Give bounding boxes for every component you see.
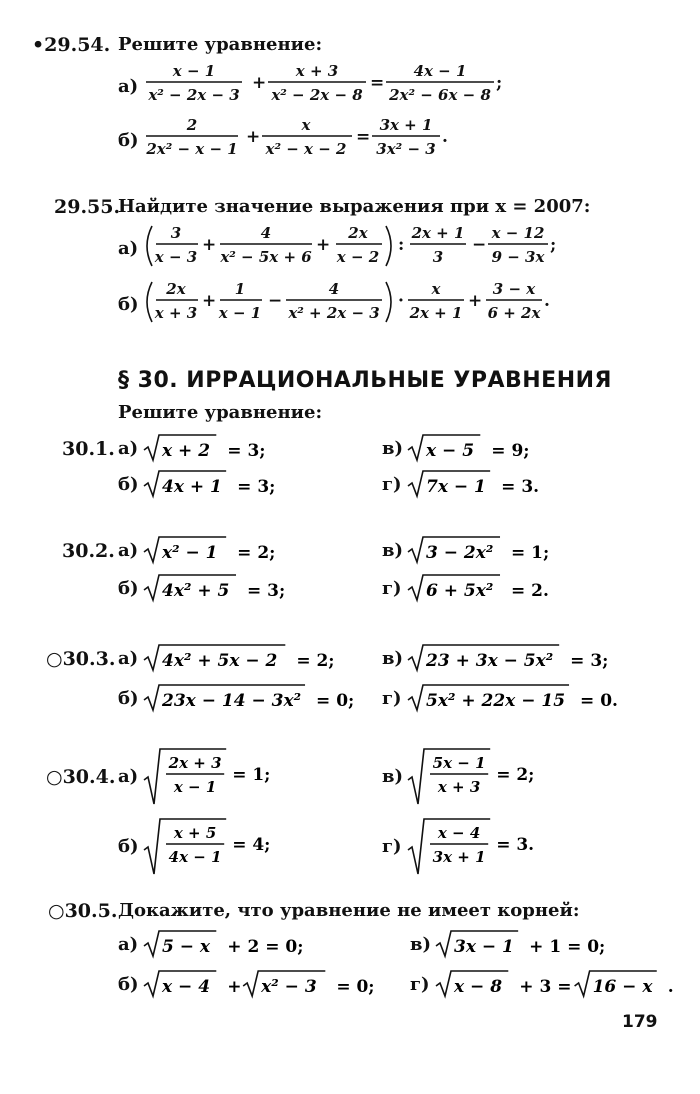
- item-label: г): [382, 688, 402, 709]
- fraction-numerator: x: [301, 116, 311, 134]
- item-label: г): [382, 578, 402, 599]
- fraction-denominator: 2x + 1: [409, 304, 463, 322]
- fraction-denominator: 2x² − x − 1: [146, 140, 238, 158]
- svg-text:+: +: [316, 235, 331, 255]
- section-intro: Решите уравнение:: [118, 402, 323, 423]
- radical-equation: [406, 432, 541, 464]
- equation-rest: = 2;: [237, 543, 276, 563]
- fraction-numerator: 3: [170, 224, 182, 242]
- problem-number-29-54: •29.54.: [32, 34, 111, 56]
- fraction-numerator: 1: [234, 280, 246, 298]
- radical-equation: [142, 432, 277, 464]
- section-heading: § 30. ИРРАЦИОНАЛЬНЫЕ УРАВНЕНИЯ: [118, 368, 612, 393]
- equation-rest: = 1;: [232, 765, 271, 785]
- item-label: а): [118, 438, 139, 459]
- equation-rest: + 2 = 0;: [227, 937, 304, 957]
- fraction-denominator: x + 3: [154, 304, 198, 322]
- fraction-numerator: 2x: [166, 280, 186, 298]
- svg-text:+: +: [202, 235, 217, 255]
- fraction-numerator: x: [431, 280, 441, 298]
- fraction-denominator: 3x + 1: [432, 848, 486, 866]
- item-label: в): [410, 934, 432, 955]
- item-label: б): [118, 688, 139, 709]
- fraction-numerator: 2x + 1: [411, 224, 465, 242]
- radicand: x + 2: [162, 441, 211, 461]
- equation-rest: = 0.: [580, 691, 618, 711]
- problem-number-303: ○30.3.: [46, 648, 116, 670]
- radicand: 23 + 3x − 5x²: [426, 651, 554, 671]
- item-label: в): [382, 438, 404, 459]
- expression-29-55-a: [142, 220, 562, 272]
- radical-fraction-equation: [142, 816, 302, 878]
- item-label: в): [382, 540, 404, 561]
- equation-rest: = 3.: [501, 477, 540, 497]
- radical-equation: [406, 642, 620, 674]
- problem-prompt-29-55: Найдите значение выражения при x = 2007:: [118, 196, 591, 217]
- equation-rest: = 4;: [232, 835, 271, 855]
- fraction-denominator: 3: [432, 248, 444, 266]
- fraction-denominator: 9 − 3x: [491, 248, 545, 266]
- radicand: 16 − x: [592, 977, 653, 997]
- radicand: 4x + 1: [162, 477, 222, 497]
- radicand: x − 5: [426, 441, 475, 461]
- fraction-numerator: x + 3: [295, 62, 339, 80]
- equation-rest: + 1 = 0;: [529, 937, 606, 957]
- item-label-29-55-a: а): [118, 238, 139, 259]
- svg-text:;: ;: [550, 235, 557, 255]
- radical-equation: [434, 968, 688, 1000]
- radicand: x² − 1: [162, 543, 218, 563]
- problem-number-29-55: 29.55.: [54, 196, 121, 218]
- item-label-29-55-b: б): [118, 294, 139, 315]
- equation-rest: = 0;: [316, 691, 355, 711]
- problem-prompt-29-54: Решите уравнение:: [118, 34, 323, 55]
- radical-equation: [142, 572, 297, 604]
- radicand: 23x − 14 − 3x²: [162, 691, 302, 711]
- fraction-numerator: 4: [328, 280, 340, 298]
- problem-prompt-30-5: Докажите, что уравнение не имеет корней:: [118, 900, 580, 921]
- item-label: а): [118, 766, 139, 787]
- svg-text:·: ·: [398, 291, 404, 311]
- svg-text:;: ;: [496, 73, 503, 93]
- equation-rest: = 2;: [296, 651, 335, 671]
- fraction-numerator: 5x − 1: [432, 754, 486, 772]
- item-label: в): [382, 766, 404, 787]
- fraction-numerator: 2x: [348, 224, 368, 242]
- fraction-denominator: 4x − 1: [168, 848, 222, 866]
- equation-rest: = 1;: [511, 543, 550, 563]
- radical-equation: [142, 468, 287, 500]
- fraction-numerator: x + 5: [173, 824, 217, 842]
- equation-rest: = 2.: [511, 581, 549, 601]
- fraction-denominator: 6 + 2x: [487, 304, 541, 322]
- fraction-numerator: 3 − x: [492, 280, 536, 298]
- equation-rest: = 3;: [570, 651, 609, 671]
- fraction-denominator: 2x² − 6x − 8: [389, 86, 491, 104]
- fraction-denominator: x − 1: [218, 304, 262, 322]
- item-label-29-54-b: б): [118, 130, 139, 151]
- radicand: x − 8: [454, 977, 503, 997]
- problem-number-301: 30.1.: [62, 438, 115, 460]
- fraction-denominator: x − 1: [173, 778, 217, 796]
- svg-text:.: .: [442, 127, 448, 147]
- equation-rest: = 0;: [336, 977, 375, 997]
- fraction-denominator: x² − 5x + 6: [220, 248, 312, 266]
- radical-fraction-equation: [142, 746, 302, 808]
- item-label-29-54-a: а): [118, 76, 139, 97]
- equation-rest: = 9;: [491, 441, 530, 461]
- fraction-numerator: 2x + 3: [168, 754, 222, 772]
- svg-text:−: −: [268, 291, 283, 311]
- svg-text::: :: [398, 235, 405, 255]
- radicand: x² − 3: [261, 977, 317, 997]
- item-label: г): [382, 474, 402, 495]
- radicand: 7x − 1: [426, 477, 486, 497]
- problem-number-30-5: ○30.5.: [48, 900, 118, 922]
- page-number: 179: [622, 1012, 658, 1032]
- svg-text:+: +: [246, 127, 261, 147]
- fraction-numerator: 4: [260, 224, 272, 242]
- item-label: б): [118, 974, 139, 995]
- radical-equation: [406, 572, 561, 604]
- radical-equation: [406, 682, 630, 714]
- svg-text:+: +: [468, 291, 483, 311]
- item-label: г): [382, 836, 402, 857]
- radicand: x − 4: [162, 977, 211, 997]
- expression-29-55-b: [142, 276, 562, 328]
- fraction-numerator: 2: [186, 116, 198, 134]
- fraction-numerator: 3x + 1: [379, 116, 433, 134]
- svg-text:.: .: [544, 291, 550, 311]
- equation-29-54-a: [142, 60, 522, 110]
- radical-equation: [142, 928, 317, 960]
- problem-number-302: 30.2.: [62, 540, 115, 562]
- svg-text:+: +: [202, 291, 217, 311]
- equation-rest: = 3;: [227, 441, 266, 461]
- item-label: а): [118, 540, 139, 561]
- item-label: б): [118, 836, 139, 857]
- item-label: б): [118, 474, 139, 495]
- item-label: а): [118, 934, 139, 955]
- equation-29-54-b: [142, 114, 472, 164]
- equation-rest: = 2;: [496, 765, 535, 785]
- item-label: б): [118, 578, 139, 599]
- item-label: а): [118, 648, 139, 669]
- radicand: 4x² + 5: [162, 581, 230, 601]
- radical-fraction-equation: [406, 746, 566, 808]
- svg-text:=: =: [370, 73, 385, 93]
- equation-rest: = 3;: [247, 581, 286, 601]
- fraction-denominator: x² + 2x − 3: [288, 304, 380, 322]
- radical-equation: [142, 968, 386, 1000]
- item-label: в): [382, 648, 404, 669]
- fraction-denominator: x² − x − 2: [265, 140, 347, 158]
- equation-rest: = 3;: [237, 477, 276, 497]
- radicand: 4x² + 5x − 2: [162, 651, 278, 671]
- radicand: 5x² + 22x − 15: [426, 691, 566, 711]
- fraction-denominator: x − 3: [154, 248, 198, 266]
- radicand: 5 − x: [162, 937, 211, 957]
- radical-equation: [406, 468, 551, 500]
- fraction-numerator: x − 4: [437, 824, 481, 842]
- radicand: 3x − 1: [454, 937, 514, 957]
- fraction-numerator: 4x − 1: [413, 62, 467, 80]
- equation-rest: = 3.: [496, 835, 535, 855]
- fraction-denominator: 3x² − 3: [376, 140, 436, 158]
- radical-equation: [142, 682, 366, 714]
- radical-fraction-equation: [406, 816, 566, 878]
- radical-equation: [434, 928, 619, 960]
- equation-rest: + 3 =: [519, 977, 572, 997]
- svg-text:−: −: [472, 235, 487, 255]
- svg-text:=: =: [356, 127, 371, 147]
- fraction-numerator: x − 12: [491, 224, 545, 242]
- radical-equation: [142, 642, 346, 674]
- fraction-denominator: x + 3: [437, 778, 481, 796]
- fraction-denominator: x² − 2x − 3: [148, 86, 240, 104]
- radicand: 6 + 5x²: [426, 581, 494, 601]
- fraction-numerator: x − 1: [172, 62, 216, 80]
- radicand: 3 − 2x²: [426, 543, 494, 563]
- svg-text:+: +: [252, 73, 267, 93]
- item-label: г): [410, 974, 430, 995]
- equation-rest: +: [227, 977, 242, 997]
- problem-number-30-4: ○30.4.: [46, 766, 116, 788]
- radical-equation: [142, 534, 287, 566]
- equation-rest: .: [667, 977, 674, 997]
- fraction-denominator: x − 2: [336, 248, 380, 266]
- radical-equation: [406, 534, 561, 566]
- fraction-denominator: x² − 2x − 8: [271, 86, 363, 104]
